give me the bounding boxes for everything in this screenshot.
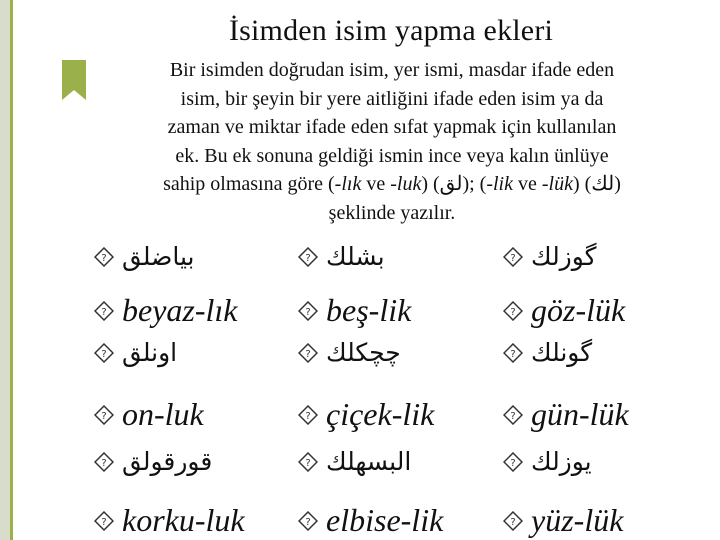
paragraph-line: ek. Bu ek sonuna geldiği ismin ince veya kalın ünlüye	[175, 144, 609, 167]
intro-paragraph	[104, 56, 680, 227]
turkish-word: gün-lük	[531, 396, 629, 432]
svg-text:?: ?	[305, 348, 311, 360]
diamond-question-icon	[94, 405, 114, 425]
svg-text:?: ?	[510, 348, 516, 360]
paragraph-line: şeklinde yazılır.	[328, 201, 456, 224]
diamond-question-icon	[94, 301, 114, 321]
turkish-word: korku-luk	[122, 502, 245, 538]
svg-text:?: ?	[101, 306, 107, 318]
list-item	[298, 396, 434, 433]
svg-text:?: ?	[101, 410, 107, 422]
svg-text:?: ?	[510, 516, 516, 528]
list-item	[94, 502, 245, 539]
diamond-question-icon	[94, 511, 114, 531]
diamond-question-icon	[298, 247, 318, 267]
diamond-question-icon	[503, 405, 523, 425]
turkish-word: beyaz-lık	[122, 292, 238, 328]
turkish-word: beş-lik	[326, 292, 412, 328]
turkish-word: çiçek-lik	[326, 396, 435, 432]
svg-text:?: ?	[305, 306, 311, 318]
sidebar-accent-line	[10, 0, 13, 540]
diamond-question-icon	[503, 511, 523, 531]
paragraph-line: Bir isimden doğrudan isim, yer ismi, masdar ifade eden	[169, 59, 615, 81]
diamond-question-icon	[298, 301, 318, 321]
turkish-word: on-luk	[122, 396, 204, 432]
list-item	[503, 502, 623, 539]
svg-text:?: ?	[305, 410, 311, 422]
diamond-question-icon	[298, 511, 318, 531]
diamond-question-icon	[503, 452, 523, 472]
list-item	[94, 292, 238, 329]
list-item	[94, 396, 204, 433]
paragraph-line: zaman ve miktar ifade eden sıfat yapmak için kullanılan	[167, 116, 617, 138]
list-item	[298, 502, 443, 539]
svg-text:?: ?	[305, 457, 311, 469]
list-item	[503, 396, 629, 433]
left-sidebar-band	[0, 0, 10, 540]
svg-text:?: ?	[305, 252, 311, 264]
ottoman-word: بياضلق	[122, 242, 195, 271]
bookmark-flag-icon	[62, 60, 86, 100]
page-title: İsimden isim yapma ekleri	[228, 14, 554, 47]
diamond-question-icon	[298, 343, 318, 363]
svg-text:?: ?	[510, 457, 516, 469]
turkish-word: göz-lük	[531, 292, 626, 328]
svg-text:?: ?	[510, 410, 516, 422]
ottoman-word: يوزلك	[531, 447, 592, 476]
list-item	[503, 292, 625, 329]
list-item	[503, 242, 597, 271]
svg-text:?: ?	[305, 516, 311, 528]
svg-text:?: ?	[101, 457, 107, 469]
ottoman-word: قورقولق	[122, 447, 213, 476]
diamond-question-icon	[94, 343, 114, 363]
diamond-question-icon	[298, 405, 318, 425]
diamond-question-icon	[503, 343, 523, 363]
paragraph-line: isim, bir şeyin bir yere aitliğini ifade eden isim ya da	[180, 87, 604, 110]
list-item	[298, 242, 385, 271]
list-item	[94, 338, 177, 367]
ottoman-word: چچكلك	[326, 338, 401, 367]
list-item	[94, 447, 212, 476]
svg-text:?: ?	[101, 516, 107, 528]
svg-text:?: ?	[510, 252, 516, 264]
svg-text:?: ?	[101, 348, 107, 360]
ottoman-word: گونلك	[531, 338, 593, 367]
paragraph-line: sahip olmasına göre (-lık ve -luk) (لق); (-lik ve -lük) (لك)	[163, 173, 621, 195]
ottoman-word: گوزلك	[531, 242, 597, 271]
diamond-question-icon	[94, 452, 114, 472]
turkish-word: elbise-lik	[326, 502, 444, 538]
ottoman-word: اونلق	[122, 338, 178, 367]
list-item	[298, 292, 411, 329]
list-item	[298, 338, 401, 367]
diamond-question-icon	[503, 247, 523, 267]
list-item	[94, 242, 194, 271]
list-item	[503, 338, 592, 367]
diamond-question-icon	[503, 301, 523, 321]
list-item	[503, 447, 592, 476]
svg-text:?: ?	[101, 252, 107, 264]
turkish-word: yüz-lük	[531, 502, 624, 538]
ottoman-word: البسهلك	[326, 447, 412, 476]
svg-text:?: ?	[510, 306, 516, 318]
diamond-question-icon	[298, 452, 318, 472]
diamond-question-icon	[94, 247, 114, 267]
list-item	[298, 447, 411, 476]
ottoman-word: بشلك	[326, 242, 385, 271]
